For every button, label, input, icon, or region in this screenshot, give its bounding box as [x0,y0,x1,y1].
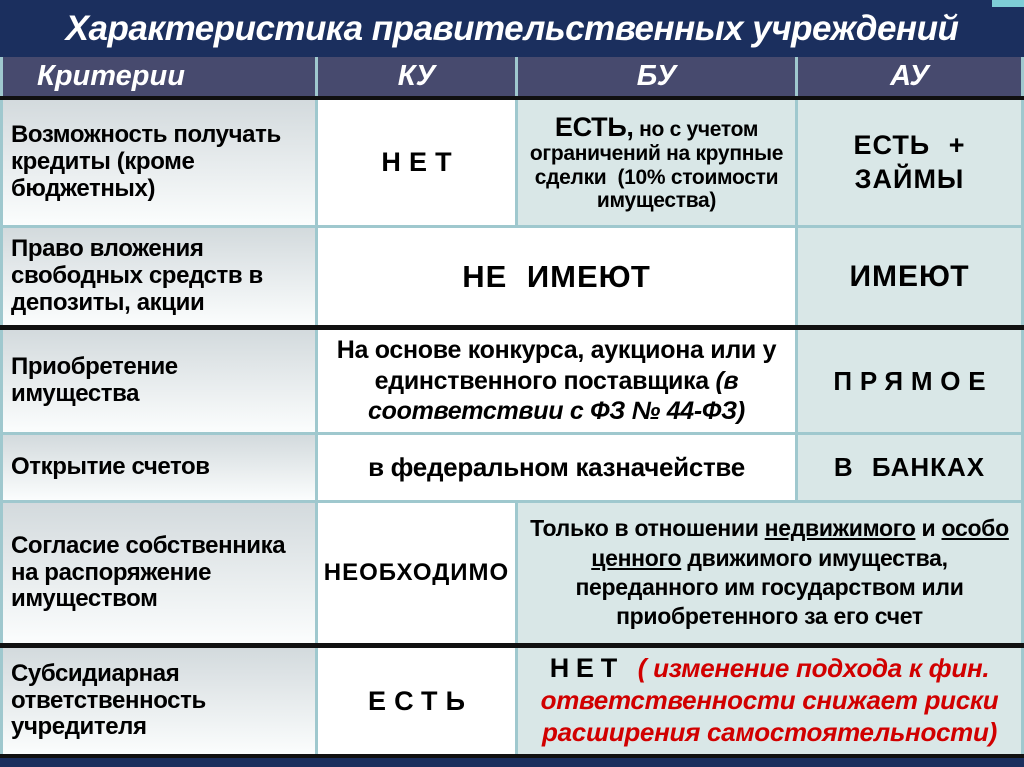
bu-au-seg4: движимого имущества, переданного им государством или приобретенного за его счет [575,544,970,630]
column-header-criteria: Критерии [37,60,185,92]
bu-value-rest: но с учетом ограничений на крупные сделки (10% стоимости имущества) [529,118,789,213]
au-value: ИМЕЮТ [849,259,970,293]
column-header-au: АУ [890,60,929,92]
corner-accent-bar [992,0,1024,7]
au-cell [798,330,1024,432]
column-header-bu: БУ [636,60,677,92]
criterion-label: Право вложения свободных средств в депозиты, акции [11,235,263,316]
criterion-cell [0,503,318,643]
ku-bu-merged-cell [318,435,798,500]
table-row-credits [0,100,1024,228]
criterion-cell [0,435,318,500]
ku-bu-value-note: (в соответствии с ФЗ № 44-ФЗ) [368,366,746,426]
bu-au-merged-cell [518,503,1024,643]
ku-bu-merged-cell [318,330,798,432]
table-row-acquisition [0,330,1024,435]
bu-au-underlined-1: недвижимого [764,515,916,542]
header-cell-ku [318,57,518,96]
criterion-cell [0,648,318,754]
table-header-row [0,57,1024,100]
au-cell [798,228,1024,325]
bu-value [518,110,795,215]
bu-au-red-note: ( изменение подхода к фин. ответственности снижает риски расширения самостоятельности) [540,653,1006,747]
bu-au-merged-cell [518,648,1024,754]
ku-value: ЕСТЬ [367,685,474,716]
bu-value-lead: ЕСТЬ, [554,112,634,143]
au-value-line2: ЗАЙМЫ [854,163,965,194]
ku-bu-value: НЕ ИМЕЮТ [462,258,651,294]
ku-cell [318,100,518,225]
criterion-cell [0,330,318,432]
comparison-table [0,57,1024,758]
table-row-subsidiary-liability [0,648,1024,758]
header-cell-bu [518,57,798,96]
au-value-line1: ЕСТЬ + [853,129,966,160]
bu-au-value [518,651,1021,751]
criterion-label: Согласие собственника на распоряжение имуществом [11,531,286,613]
criterion-label: Возможность получать кредиты (кроме бюджетных) [11,121,281,202]
table-row-accounts [0,435,1024,503]
ku-cell [318,648,518,754]
page-title: Характеристика правительственных учреждений [65,8,959,48]
au-value: В БАНКАХ [833,452,986,482]
title-bar [0,0,1024,57]
column-header-ku: КУ [397,60,436,92]
bu-au-underlined-2: особо [941,515,1009,542]
ku-bu-value: в федеральном казначействе [368,451,745,482]
ku-bu-merged-cell [318,228,798,325]
header-cell-criteria [0,57,318,96]
header-cell-au [798,57,1024,96]
au-cell [798,100,1024,225]
ku-cell [318,503,518,643]
ku-value: НЕТ [381,147,460,177]
bu-au-seg3 [1009,515,1015,541]
bu-au-seg1: Только в отношении [530,515,765,542]
criterion-cell [0,228,318,325]
table-row-deposits [0,228,1024,330]
bu-au-value [518,512,1021,634]
ku-bu-value [318,333,795,429]
table-row-owner-consent [0,503,1024,648]
au-cell [798,435,1024,500]
au-value: ПРЯМОЕ [833,365,994,396]
bu-au-net-value: НЕТ [549,653,624,684]
criterion-label: Приобретение имущества [11,353,178,407]
bu-au-seg2: и [915,515,942,542]
bu-cell [518,100,798,225]
ku-bu-value-main: На основе конкурса, аукциона или у единственного поставщика [336,336,783,395]
criterion-label: Открытие счетов [11,453,210,481]
criterion-cell [0,100,318,225]
au-value [798,129,1021,197]
bu-au-underlined-3: ценного [591,544,682,571]
criterion-label: Субсидиарная ответственность учредителя [11,659,206,741]
ku-value: НЕОБХОДИМО [323,559,510,586]
